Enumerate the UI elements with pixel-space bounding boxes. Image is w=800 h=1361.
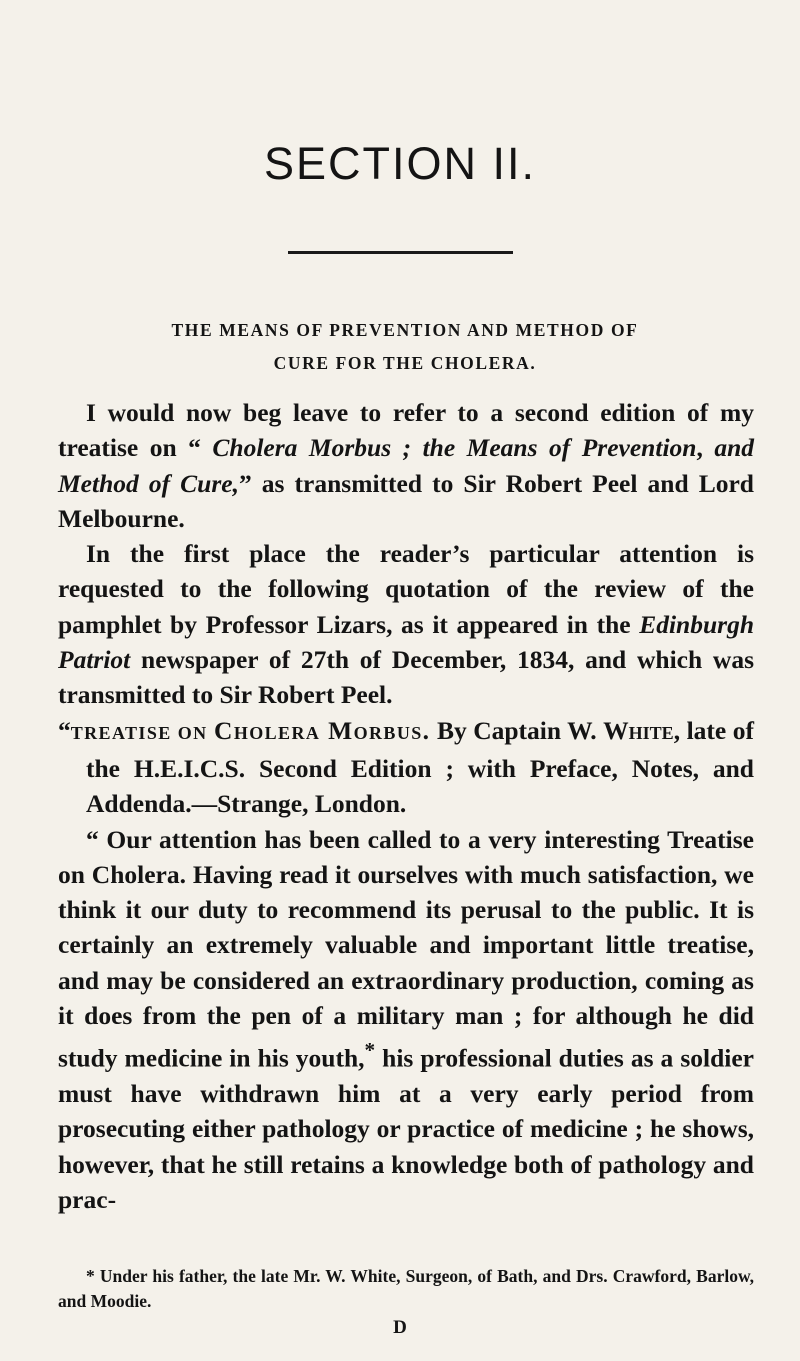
footnote-asterisk: * [86, 1266, 95, 1286]
section-title: SECTION II. [263, 138, 537, 189]
smallcaps-white: White, [603, 715, 681, 745]
italic-title-1: Cholera Morbus ; the Means of Prevention [212, 433, 697, 463]
smallcaps-treatise: TREATISE ON [70, 722, 208, 743]
smallcaps-cholera-morbus: Cholera Morbus. [214, 715, 431, 745]
paragraph-3-citation: “TREATISE ON Cholera Morbus. By Captain W. White, late of the H.E.I.C.S. Second Edition ; with Preface, Notes, and Addenda.—Strange, London. [58, 715, 754, 819]
footnote-marker: * [364, 1038, 376, 1063]
newspaper-title: Edinburgh Patriot [58, 609, 754, 675]
body-text [58, 395, 754, 1217]
footnote-text: Under his father, the late Mr. W. White, Surgeon, of Bath, and Drs. Crawford, Barlow, and Moodie. [58, 1266, 754, 1311]
paragraph-4: “ Our attention has been called to a very interesting Treatise on Cholera. Having read it ourselves with much satisfaction, we think it our duty to recommend its perusal to the public. It is certainly an extremely valuable and important little treatise, and may be considered an extraordinary production, coming as it does from the pen of a military man ; for although he did study medicine in his youth,* his professional duties as a soldier must have withdrawn him at a very early period from prosecuting either pathology or practice of medicine ; he shows, however, that he still retains a knowledge both of pathology and prac- [58, 824, 754, 1215]
horizontal-rule [288, 251, 513, 254]
subheading-line-1: THE MEANS OF PREVENTION AND METHOD OF [171, 320, 639, 340]
section-subheading [60, 314, 750, 380]
paragraph-1: I would now beg leave to refer to a second edition of my treatise on “ Cholera Morbus ; the Means of Prevention, and Method of Cure,” as transmitted to Sir Robert Peel and Lord Melbourne. [58, 398, 755, 533]
italic-title-2: and Method of Cure, [58, 433, 755, 498]
footnote [58, 1264, 754, 1314]
subheading-line-2: CURE FOR THE CHOLERA. [273, 353, 537, 373]
signature-mark: D [393, 1317, 407, 1338]
paragraph-2: In the first place the reader’s particular attention is requested to the following quotation of the review of the pamphlet by Professor Lizars, as it appeared in the Edinburgh Patriot newspaper of 27th of December, 1834, and which was transmitted to Sir Robert Peel. [58, 539, 754, 710]
